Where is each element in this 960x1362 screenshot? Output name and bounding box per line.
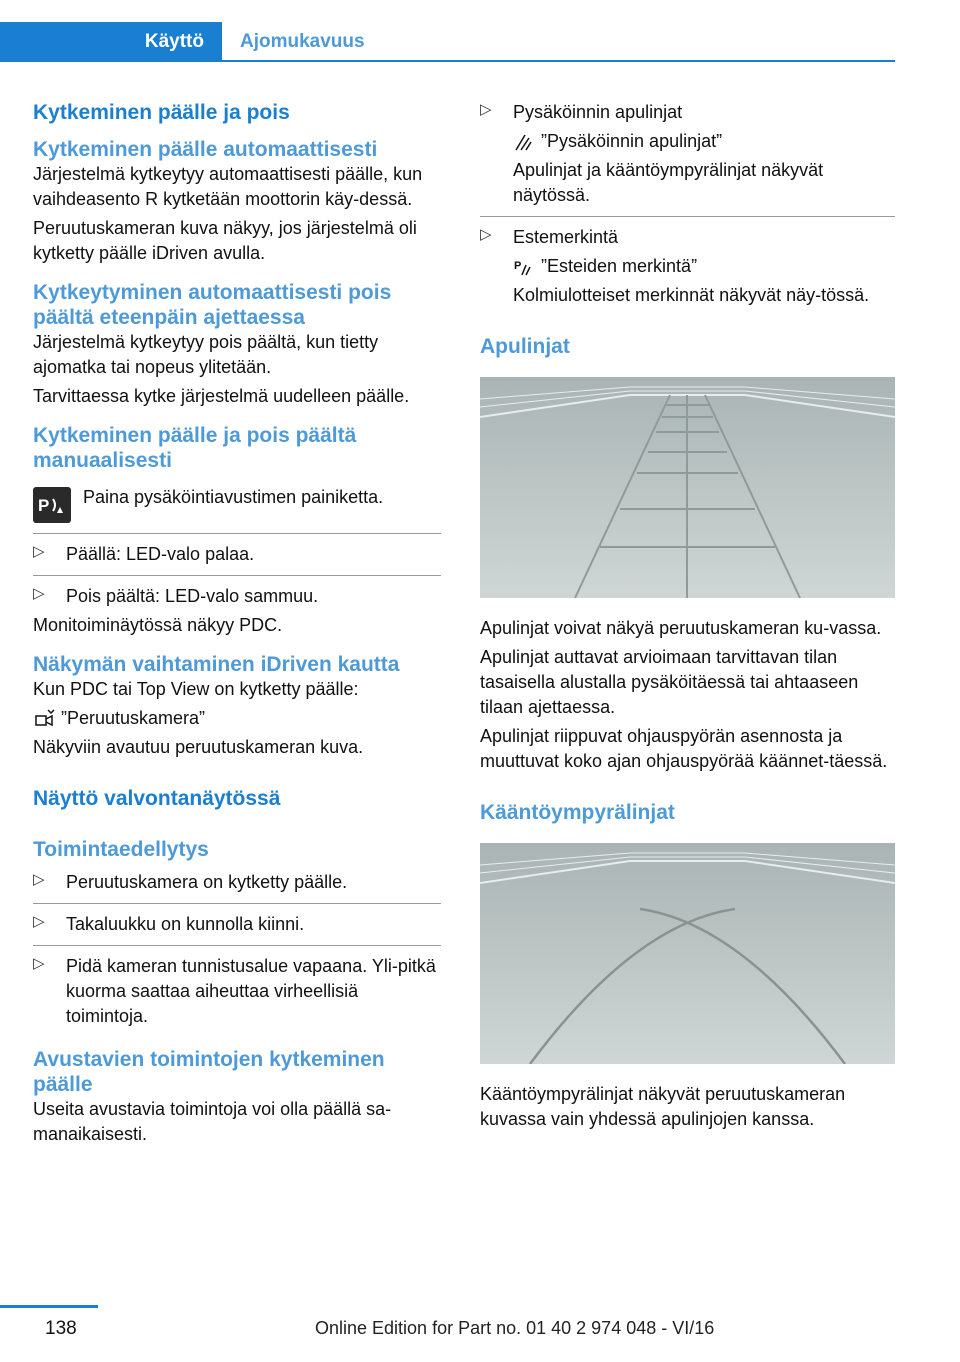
list-item-text: Peruutuskamera on kytketty päälle.: [66, 872, 348, 892]
list-item-text: Pois päältä: LED-valo sammuu.: [66, 586, 319, 606]
header-divider: [0, 60, 895, 62]
heading-idrive: Näkymän vaihtaminen iDriven kautta: [33, 653, 400, 676]
menu-option-row: [513, 254, 895, 279]
bullet-icon: ▷: [33, 585, 45, 602]
heading-requirements: Toimintaedellytys: [33, 838, 209, 861]
list-item-text: Päällä: LED-valo palaa.: [66, 544, 255, 564]
svg-text:P: P: [38, 496, 50, 515]
section-label: Käyttö: [144, 31, 204, 52]
text-auto-on-1: Järjestelmä kytkeytyy automaattisesti päälle, kun vaihdeasento R kytketään moottorin käy-dessä.: [33, 164, 423, 209]
list-item-text: Pidä kameran tunnistusalue vapaana. Yli-pitkä kuorma saattaa aiheuttaa virheellisiä toimintoja.: [66, 956, 436, 1026]
menu-option-row: [513, 129, 895, 154]
list-item-text: Pysäköinnin apulinjat: [513, 102, 683, 122]
heading-auto-off: Kytkeytyminen automaattisesti pois päältä eteenpäin ajettaessa: [33, 281, 392, 329]
bullet-icon: ▷: [33, 871, 45, 888]
list-item-on: [33, 542, 441, 567]
text-idrive-result: Näkyviin avautuu peruutuskameran kuva.: [33, 737, 364, 757]
text-guides-2: Apulinjat auttavat arvioimaan tarvittavan tilan tasaisella alustalla pysäköitäessä tai ahtaaseen tilaan ajettaessa.: [480, 647, 859, 717]
guide-lines-image: [480, 377, 895, 598]
list-item-off: [33, 584, 441, 609]
left-column: [33, 100, 441, 1147]
list-item-text: Estemerkintä: [513, 227, 619, 247]
heading-auto-on: Kytkeminen päälle automaattisesti: [33, 138, 378, 161]
text-guides-3: Apulinjat riippuvat ohjauspyörän asennosta ja muuttuvat koko ajan ohjauspyörää käännet-täessä.: [480, 726, 888, 771]
list-item-parking-lines: [480, 100, 895, 208]
heading-assist: Avustavien toimintojen kytkeminen päälle: [33, 1048, 385, 1096]
subsection-label: Ajomukavuus: [240, 31, 365, 52]
bullet-icon: ▷: [33, 955, 45, 972]
menu-option-desc: Apulinjat ja kääntöympyrälinjat näkyvät näytössä.: [513, 160, 824, 205]
heading-turning-lines: Kääntöympyrälinjat: [480, 801, 675, 824]
list-item-obstacle: [480, 225, 895, 308]
menu-option-desc: Kolmiulotteiset merkinnät näkyvät näy-tössä.: [513, 285, 870, 305]
list-item-requirement: [33, 870, 441, 895]
camera-icon: [33, 709, 57, 729]
text-idrive: Kun PDC tai Top View on kytketty päälle:: [33, 679, 359, 699]
svg-text:P: P: [514, 260, 522, 272]
list-item-requirement: [33, 954, 441, 1029]
text-guides-1: Apulinjat voivat näkyä peruutuskameran ku-vassa.: [480, 618, 882, 638]
page-number: 138: [45, 1318, 77, 1339]
text-turning: Kääntöympyrälinjat näkyvät peruutuskameran kuvassa vain yhdessä apulinjojen kanssa.: [480, 1084, 846, 1129]
guide-lines-icon: [513, 132, 533, 152]
obstacle-marking-icon: [513, 257, 533, 277]
heading-manual: Kytkeminen päälle ja pois päältä manuaalisesti: [33, 424, 357, 472]
list-item-requirement: [33, 912, 441, 937]
heading-guide-lines: Apulinjat: [480, 335, 570, 358]
section-tab: [0, 22, 222, 60]
list-item-text: Takaluukku on kunnolla kiinni.: [66, 914, 305, 934]
right-column: [480, 100, 895, 1132]
bullet-icon: ▷: [480, 101, 492, 118]
bullet-icon: ▷: [480, 226, 492, 243]
idrive-menu-row: [33, 706, 441, 731]
text-auto-off-1: Järjestelmä kytkeytyy pois päältä, kun tietty ajomatka tai nopeus ylitetään.: [33, 332, 379, 377]
text-assist: Useita avustavia toimintoja voi olla päällä sa-manaikaisesti.: [33, 1099, 392, 1144]
heading-switch: Kytkeminen päälle ja pois: [33, 101, 290, 124]
page-header: [0, 22, 895, 62]
idrive-menu-label: ”Peruutuskamera”: [61, 708, 206, 728]
text-auto-on-2: Peruutuskameran kuva näkyy, jos järjestelmä oli kytketty päälle iDriven avulla.: [33, 218, 417, 263]
edition-text: Online Edition for Part no. 01 40 2 974 048 - VI/16: [315, 1318, 715, 1338]
text-pdc: Monitoiminäytössä näkyy PDC.: [33, 615, 283, 635]
text-manual: Paina pysäköintiavustimen painiketta.: [83, 487, 384, 507]
bullet-icon: ▷: [33, 913, 45, 930]
park-assist-button-icon: [33, 487, 71, 523]
footer-bar: [0, 1305, 98, 1308]
heading-display: Näyttö valvontanäytössä: [33, 787, 281, 810]
turning-lines-image: [480, 843, 895, 1064]
park-assist-instruction: [33, 485, 441, 525]
menu-option-label: ”Pysäköinnin apulinjat”: [541, 131, 723, 151]
menu-option-label: ”Esteiden merkintä”: [541, 256, 698, 276]
text-auto-off-2: Tarvittaessa kytke järjestelmä uudelleen päälle.: [33, 386, 410, 406]
bullet-icon: ▷: [33, 543, 45, 560]
